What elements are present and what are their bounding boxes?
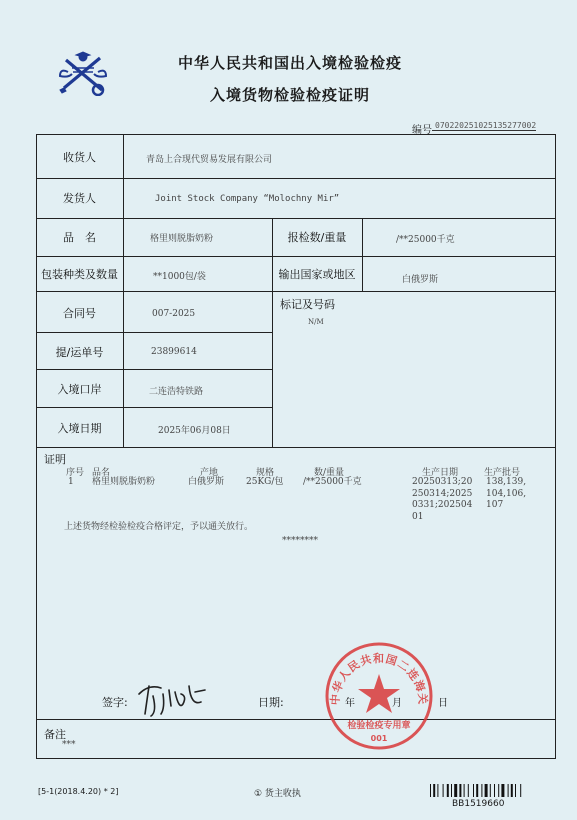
entry-port-value: 二连浩特铁路	[149, 387, 204, 397]
seal-center-text: 检验检疫专用章	[347, 721, 411, 731]
barcode-bar	[515, 784, 516, 797]
barcode-bar	[508, 784, 509, 797]
table-rule	[36, 719, 556, 720]
consignor-label: 发货人	[63, 192, 96, 205]
barcode-bar	[490, 784, 491, 797]
certificate-statement: 上述货物经检验检疫合格评定，予以通关放行。	[64, 522, 254, 532]
barcode-bar	[430, 784, 431, 797]
barcode-bar	[501, 784, 504, 797]
barcode-bar	[443, 784, 444, 797]
seal-number: 001	[370, 734, 388, 743]
col-header-name: 品名	[92, 468, 111, 478]
packing-label: 包装种类及数量	[41, 268, 118, 281]
table-rule	[123, 134, 124, 447]
handwritten-signature	[135, 676, 210, 718]
table-rule	[36, 447, 556, 448]
date-label: 日期:	[258, 696, 284, 709]
barcode-bar	[494, 784, 495, 797]
product-value: 格里则脱脂奶粉	[150, 234, 214, 244]
table-rule	[36, 178, 556, 179]
certificate-end-mark: ********	[282, 536, 318, 546]
table-rule	[36, 332, 272, 333]
declared-qty-value: /**25000千克	[396, 235, 455, 245]
col-header-qty: 数/重量	[314, 468, 345, 478]
barcode-bar	[520, 784, 521, 797]
batch-line: 138,139,	[486, 477, 527, 487]
barcode-bar	[481, 784, 482, 797]
table-rule	[36, 291, 556, 292]
product-label: 品 名	[63, 231, 96, 244]
marks-value: N/M	[308, 318, 324, 326]
seal-arc-text: 中华人民共和国二连海关	[328, 652, 430, 706]
col-header-origin: 产地	[200, 468, 219, 478]
prod-date-line: 01	[412, 511, 424, 522]
official-seal	[323, 640, 435, 752]
barcode-bar	[511, 784, 513, 797]
barcode-number: BB1519660	[452, 799, 505, 809]
customs-emblem-icon	[58, 50, 108, 96]
barcode-bar	[451, 784, 452, 797]
entry-port-label: 入境口岸	[57, 383, 102, 396]
batch-line: 107	[486, 500, 504, 510]
barcode-bar	[447, 784, 449, 797]
consignee-label: 收货人	[63, 151, 96, 164]
remarks-label: 备注	[44, 728, 66, 741]
packing-value: **1000包/袋	[153, 272, 206, 282]
date-month-mark: 月	[392, 698, 402, 709]
table-rule	[362, 218, 363, 291]
row-batch	[486, 477, 526, 512]
barcode-bar	[468, 784, 469, 797]
row-spec: 25KG/包	[246, 477, 284, 487]
row-origin: 白俄罗斯	[188, 477, 225, 487]
date-day-mark: 日	[438, 698, 448, 709]
col-header-prod-date: 生产日期	[422, 468, 459, 478]
serial-value: 070220251025135277002	[432, 121, 536, 131]
barcode-bar	[433, 784, 435, 797]
serial-label: 编号	[412, 125, 432, 136]
contract-value: 007-2025	[152, 309, 196, 319]
date-year-mark: 年	[345, 698, 355, 709]
origin-country-value: 白俄罗斯	[402, 275, 439, 285]
copy-note: ① 货主收执	[254, 789, 301, 799]
remarks-value: ***	[62, 740, 76, 750]
bill-of-lading-label: 提/运单号	[55, 346, 104, 359]
table-rule	[36, 369, 272, 370]
row-prod-date	[412, 477, 472, 523]
document-subtitle: 入境货物检验检疫证明	[209, 86, 370, 104]
prod-date-line: 250314;2025	[412, 488, 473, 499]
barcode-bar	[459, 784, 461, 797]
entry-date-label: 入境日期	[57, 422, 102, 435]
barcode	[430, 784, 550, 797]
contract-label: 合同号	[63, 307, 96, 320]
form-code: [5-1(2018.4.20) * 2]	[38, 787, 119, 796]
signature-label: 签字:	[102, 696, 128, 709]
barcode-bar	[473, 784, 474, 797]
barcode-bar	[485, 784, 488, 797]
consignor-value: Joint Stock Company “Molochny Mir”	[155, 194, 340, 204]
col-header-seq: 序号	[66, 468, 85, 478]
barcode-bar	[437, 784, 438, 797]
barcode-bar	[498, 784, 499, 797]
origin-country-label: 输出国家或地区	[278, 268, 356, 281]
prod-date-line: 0331;202504	[412, 500, 473, 510]
table-rule	[36, 256, 556, 257]
declared-qty-label: 报检数/重量	[287, 231, 347, 244]
col-header-spec: 规格	[256, 468, 275, 478]
row-qty: /**25000千克	[303, 477, 362, 487]
table-rule	[272, 218, 273, 447]
col-header-batch: 生产批号	[484, 468, 521, 478]
document-title: 中华人民共和国出入境检验检疫	[177, 54, 402, 72]
marks-label: 标记及号码	[280, 298, 335, 311]
bill-of-lading-value: 23899614	[151, 347, 197, 357]
certificate-label: 证明	[44, 453, 66, 466]
row-seq: 1	[68, 477, 74, 487]
barcode-bar	[464, 784, 465, 797]
barcode-bar	[476, 784, 478, 797]
prod-date-line: 20250313;20	[412, 477, 473, 487]
barcode-bar	[454, 784, 457, 797]
row-name: 格里则脱脂奶粉	[92, 477, 156, 487]
batch-line: 104,106,	[486, 488, 527, 499]
consignee-value: 青岛上合现代贸易发展有限公司	[146, 155, 273, 165]
table-rule	[36, 218, 556, 219]
entry-date-value: 2025年06月08日	[158, 426, 231, 436]
table-rule	[36, 407, 272, 408]
